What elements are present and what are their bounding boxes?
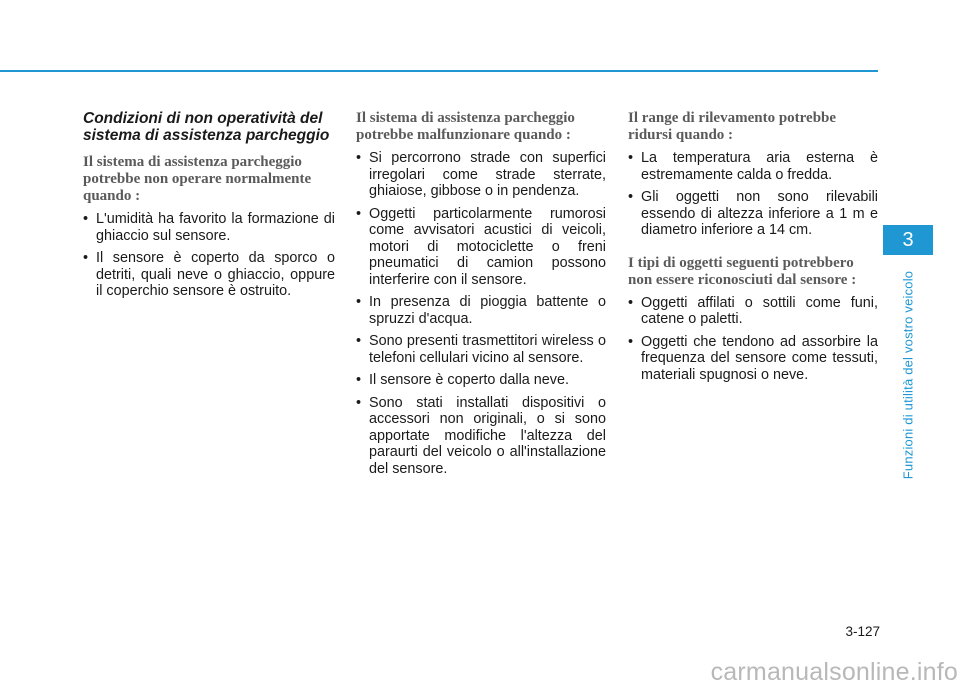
list-item: • Oggetti che tendono ad assorbire la frequenza del sensore come tessuti, materiali spugnosi o neve. — [628, 334, 878, 384]
bullet-list — [356, 150, 606, 477]
watermark: carmanualsonline.info — [710, 658, 958, 686]
list-item: • Si percorrono strade con superfici irregolari come strade sterrate, ghiaiose, gibbose o in pendenza. — [356, 150, 606, 200]
list-item: • Sono presenti trasmettitori wireless o telefoni cellulari vicino al sensore. — [356, 333, 606, 366]
chapter-number: 3 — [902, 228, 914, 251]
section-heading: Il sistema di assistenza parcheggio potrebbe non operare normalmente quando : — [83, 154, 312, 204]
section-heading: I tipi di oggetti seguenti potrebbero non essere riconosciuti dal sensore : — [628, 254, 857, 288]
list-item: • Gli oggetti non sono rilevabili essendo di altezza inferiore a 1 m e diametro inferiore a 14 cm. — [628, 189, 878, 239]
list-item: • Il sensore è coperto da sporco o detriti, quali neve o ghiaccio, oppure il coperchio sensore è ostruito. — [83, 250, 335, 300]
list-item: • In presenza di pioggia battente o spruzzi d'acqua. — [356, 294, 606, 327]
section-heading: Il sistema di assistenza parcheggio potrebbe malfunzionare quando : — [356, 110, 575, 143]
column-2 — [356, 110, 606, 483]
column-1 — [83, 110, 335, 306]
page-number: 3-127 — [845, 624, 880, 639]
bullet-list — [628, 150, 878, 239]
chapter-title: Funzioni di utilità del vostro veicolo — [900, 270, 916, 480]
list-item: • La temperatura aria esterna è estremamente calda o fredda. — [628, 150, 878, 183]
header-rule — [0, 70, 878, 72]
column-3 — [628, 110, 878, 389]
bullet-list — [83, 211, 335, 300]
list-item: • L'umidità ha favorito la formazione di ghiaccio sul sensore. — [83, 211, 335, 244]
list-item: • Oggetti affilati o sottili come funi, catene o paletti. — [628, 295, 878, 328]
list-item: • Sono stati installati dispositivi o accessori non originali, o si sono apportate modifiche l'altezza del paraurti del veicolo o all'installazione del sensore. — [356, 395, 606, 478]
section-title: Condizioni di non operatività del sistema di assistenza parcheggio — [83, 110, 330, 144]
section-heading: Il range di rilevamento potrebbe ridursi quando : — [628, 110, 837, 143]
list-item: • Oggetti particolarmente rumorosi come avvisatori acustici di veicoli, motori di motociclette o freni pneumatici di camion possono interferire con il sensore. — [356, 206, 606, 289]
list-item: • Il sensore è coperto dalla neve. — [356, 372, 606, 389]
chapter-tab[interactable] — [883, 225, 933, 255]
bullet-list — [628, 295, 878, 384]
